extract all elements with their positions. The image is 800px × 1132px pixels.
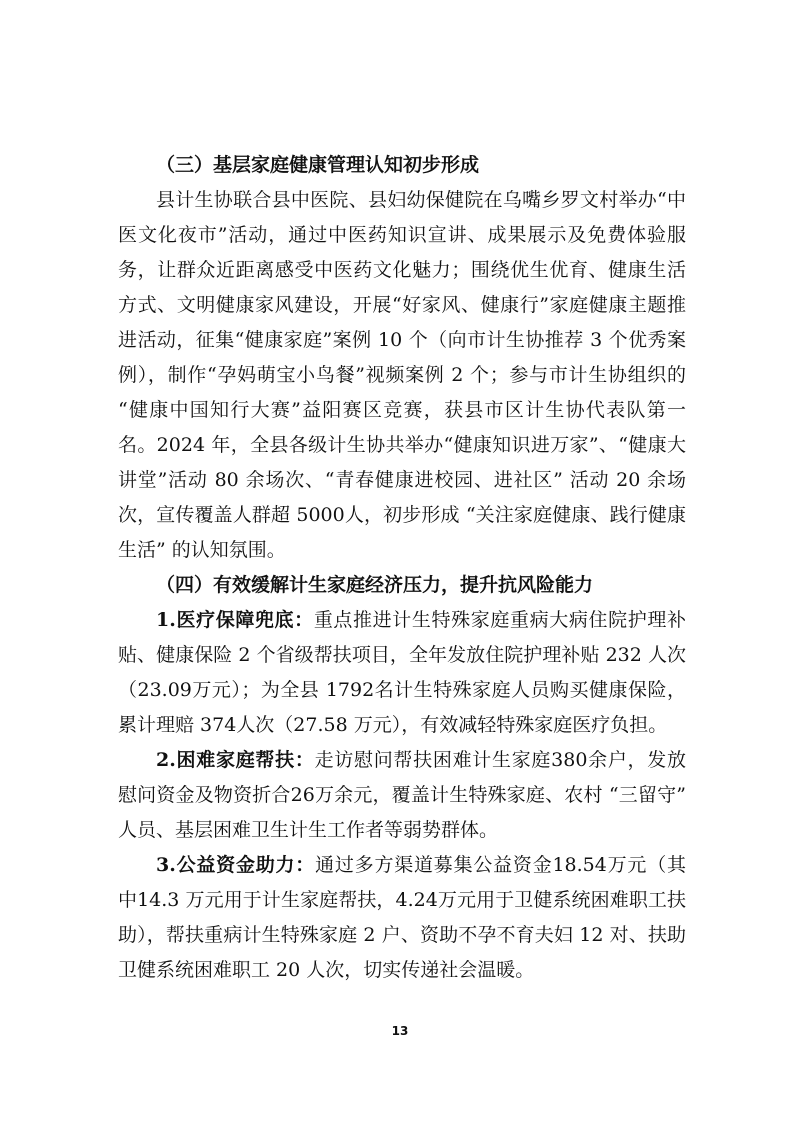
item-charity-funds xyxy=(118,848,686,988)
section-4-heading: （四）有效缓解计生家庭经济压力，提升抗风险能力 xyxy=(156,574,594,596)
item-text: 通过多方渠道募集公益资金18.54万元（其中14.3 万元用于计生家庭帮扶，4.24万元用于卫健系统困难职工扶助），帮扶重病计生特殊家庭 2 户、资助不孕不育夫妇 12 对、扶助卫健系统困难职工 20 人次，切实传递社会温暖。 xyxy=(118,854,686,981)
page-number: 13 xyxy=(391,1024,409,1038)
item-text: 重点推进计生特殊家庭重病大病住院护理补贴、健康保险 2 个省级帮扶项目，全年发放住院护理补贴 232 人次（23.09万元）；为全县 1792名计生特殊家庭人员购买健康保险，累计理赔 374人次（27.58 万元），有效减轻特殊家庭医疗负担。 xyxy=(118,609,686,736)
page-body xyxy=(118,148,686,988)
item-lead: 2.困难家庭帮扶： xyxy=(156,749,315,771)
item-text: 走访慰问帮扶困难计生家庭380余户，发放慰问资金及物资折合26万余元，覆盖计生特殊家庭、农村 “三留守” 人员、基层困难卫生计生工作者等弱势群体。 xyxy=(118,749,686,841)
section-3-heading: （三）基层家庭健康管理认知初步形成 xyxy=(156,154,480,176)
item-medical-security xyxy=(118,603,686,743)
item-lead: 3.公益资金助力： xyxy=(156,854,316,876)
item-lead: 1.医疗保障兜底： xyxy=(156,609,314,631)
section-3-paragraph: 县计生协联合县中医院、县妇幼保健院在乌嘴乡罗文村举办“中医文化夜市”活动，通过中医药知识宣讲、成果展示及免费体验服务，让群众近距离感受中医药文化魅力；围绕优生优育、健康生活方式、文明健康家风建设，开展“好家风、健康行”家庭健康主题推进活动，征集“健康家庭”案例 10 个（向市计生协推荐 3 个优秀案例），制作“孕妈萌宝小鸟餐”视频案例 2 个；参与市计生协组织的 “健康中国知行大赛”益阳赛区竞赛，获县市区计生协代表队第一名。2024 年，全县各级计生协共举办“健康知识进万家”、“健康大讲堂”活动 80 余场次、“青春健康进校园、进社区” 活动 20 余场次，宣传覆盖人群超 5000人，初步形成 “关注家庭健康、践行健康生活” 的认知氛围。 xyxy=(118,189,686,561)
item-hardship-assistance xyxy=(118,743,686,848)
